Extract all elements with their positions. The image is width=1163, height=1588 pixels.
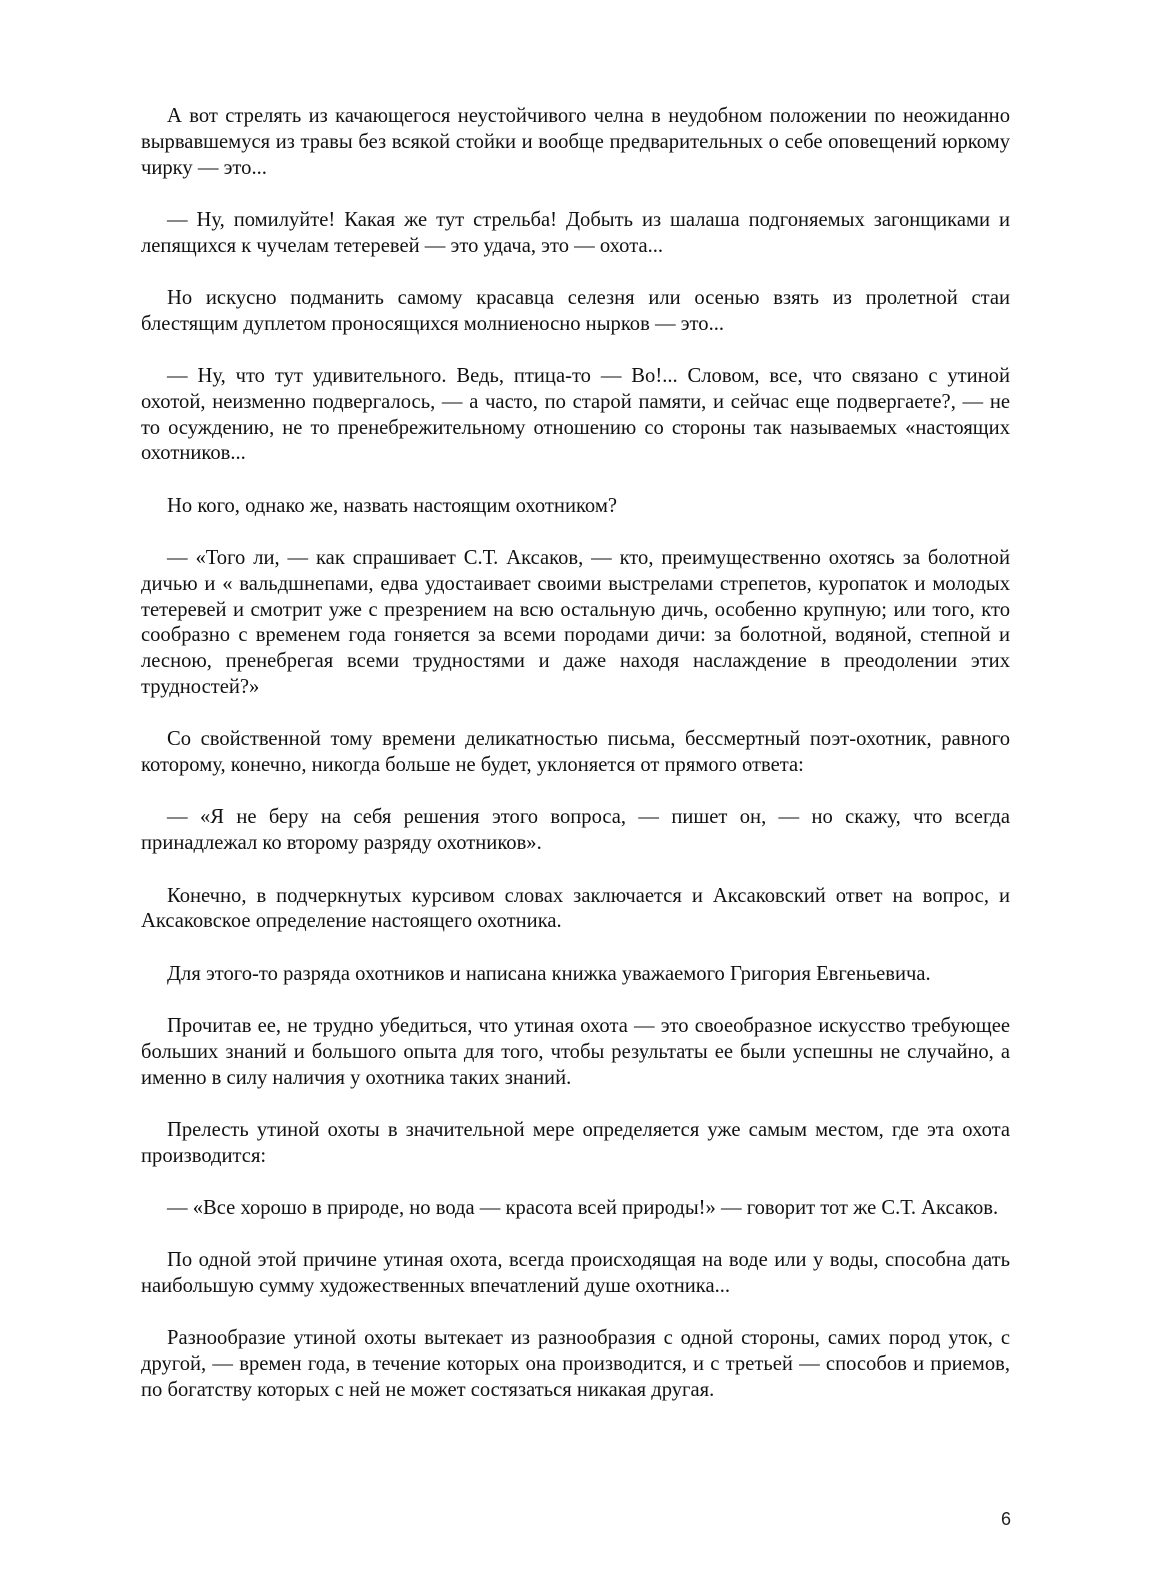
paragraph-8: — «Я не беру на себя решения этого вопроса, — пишет он, — но скажу, что всегда принадлежал ко второму разряду охотников». xyxy=(141,806,1010,855)
page-number: 6 xyxy=(1000,1509,1011,1529)
body-text xyxy=(141,104,1010,1430)
paragraph-1: А вот стрелять из качающегося неустойчивого челна в неудобном положении по неожиданно вырвавшемуся из травы без всякой стойки и вообще предварительных о себе оповещений юркому чирку — это... xyxy=(141,105,1010,179)
paragraph-2: — Ну, помилуйте! Какая же тут стрельба! Добыть из шалаша подгоняемых загонщиками и лепящихся к чучелам тетеревей — это удача, это — охота... xyxy=(141,208,1010,257)
paragraph-12: Прелесть утиной охоты в значительной мере определяется уже самым местом, где эта охота производится: xyxy=(141,1118,1010,1167)
paragraph-15: Разнообразие утиной охоты вытекает из разнообразия с одной стороны, самих пород уток, с другой, — времен года, в течение которых она производится, и с третьей — способов и приемов, по богатству которых с ней не может состязаться никакая другая. xyxy=(141,1327,1010,1401)
paragraph-5: Но кого, однако же, назвать настоящим охотником? xyxy=(167,494,618,517)
paragraph-7: Со свойственной тому времени деликатностью письма, бессмертный поэт-охотник, равного которому, конечно, никогда больше не будет, уклоняется от прямого ответа: xyxy=(141,728,1010,777)
paragraph-14: По одной этой причине утиная охота, всегда происходящая на воде или у воды, способна дать наибольшую сумму художественных впечатлений душе охотника... xyxy=(141,1249,1010,1297)
paragraph-13: — «Все хорошо в природе, но вода — красота всей природы!» — говорит тот же С.Т. Аксаков. xyxy=(167,1196,999,1219)
paragraph-4: — Ну, что тут удивительного. Ведь, птица-то — Во!... Словом, все, что связано с утиной охотой, неизменно подвергалось, — а часто, по старой памяти, и сейчас еще подвергаете?, — не то осуждению, не то пренебрежительному отношению со стороны так называемых «настоящих охотников... xyxy=(141,365,1010,465)
paragraph-11: Прочитав ее, не трудно убедиться, что утиная охота — это своеобразное искусство требующее больших знаний и большого опыта для того, чтобы результаты ее были успешны не случайно, а именно в силу наличия у охотника таких знаний. xyxy=(141,1014,1010,1089)
paragraph-10: Для этого-то разряда охотников и написана книжка уважаемого Григория Евгеньевича. xyxy=(167,962,931,985)
paragraph-9: Конечно, в подчеркнутых курсивом словах заключается и Аксаковский ответ на вопрос, и Аксаковское определение настоящего охотника. xyxy=(141,884,1010,933)
paragraph-6: — «Того ли, — как спрашивает С.Т. Аксаков, — кто, преимущественно охотясь за болотной дичью и « вальдшнепами, едва удостаивает своими выстрелами стрепетов, куропаток и молодых тетеревей и смотрит уже с презрением на всю остальную дичь, особенно крупную; или того, кто сообразно с временем года гоняется за всеми породами дичи: за болотной, водяной, степной и лесною, пренебрегая всеми трудностями и даже находя наслаждение в преодолении этих трудностей?» xyxy=(141,547,1010,699)
paragraph-3: Но искусно подманить самому красавца селезня или осенью взять из пролетной стаи блестящим дуплетом проносящихся молниеносно нырков — это... xyxy=(141,286,1010,335)
